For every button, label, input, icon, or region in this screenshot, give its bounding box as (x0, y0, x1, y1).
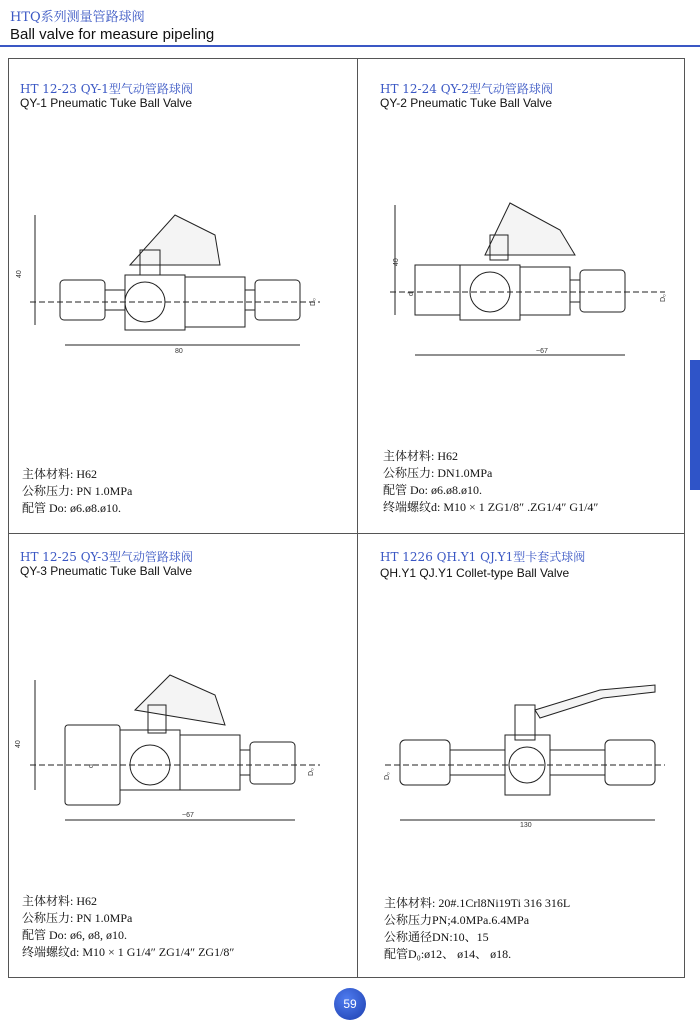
spec-line: 终端螺纹d: M10 × 1 ZG1/8″ .ZG1/4″ G1/4″ (383, 500, 599, 514)
qy3-valve-drawing (20, 670, 340, 830)
panel-3-title: HT 12-25 QY-3型气动管路球阀 (20, 550, 193, 564)
spec-line: 主体材料: 20#.1Crl8Ni19Ti 316 316L (384, 896, 571, 910)
qy2-length-dim: ~67 (536, 348, 548, 355)
spec-line: 公称压力: PN 1.0MPa (22, 484, 133, 498)
panel-2-title: HT 12-24 QY-2型气动管路球阀 (380, 82, 553, 96)
panel-4-title: HT 1226 QH.Y1 QJ.Y1型卡套式球阀 (380, 550, 586, 564)
side-tab (690, 360, 700, 490)
qy3-height-dim: 40 (15, 740, 22, 748)
header-rule (0, 45, 700, 47)
qy1-height-dim: 40 (16, 270, 23, 278)
spec-line: 配管 Do: ø6, ø8, ø10. (22, 928, 128, 942)
qy3-d-dim: d (88, 764, 95, 768)
spec-line: 配管D₀:ø12、 ø14、 ø18. (384, 947, 512, 961)
spec-line: 公称压力PN;4.0MPa.6.4MPa (384, 913, 530, 927)
horizontal-divider (8, 533, 685, 534)
spec-line: 公称压力: DN1.0MPa (383, 466, 493, 480)
qy2-d-dim: d (408, 292, 415, 296)
panel-4-subtitle: QH.Y1 QJ.Y1 Collet-type Ball Valve (380, 566, 570, 580)
qy2-height-dim: 40 (393, 258, 400, 266)
spec-line: 配管 Do: ø6.ø8.ø10. (22, 501, 122, 515)
spec-line: 公称通径DN:10、15 (384, 930, 489, 944)
panel-1-title: HT 12-23 QY-1型气动管路球阀 (20, 82, 193, 96)
vertical-divider (357, 58, 358, 978)
panel-3-subtitle: QY-3 Pneumatic Tuke Ball Valve (20, 564, 193, 578)
qh-y1-length-dim: 130 (520, 822, 532, 829)
panel-2-subtitle: QY-2 Pneumatic Tuke Ball Valve (380, 96, 553, 110)
spec-line: 终端螺纹d: M10 × 1 G1/4″ ZG1/4″ ZG1/8″ (22, 945, 235, 959)
qy1-d0-dim: D₀ (310, 298, 317, 306)
panel-1-subtitle: QY-1 Pneumatic Tuke Ball Valve (20, 96, 193, 110)
spec-line: 主体材料: H62 (22, 467, 98, 481)
spec-line: 配管 Do: ø6.ø8.ø10. (383, 483, 483, 497)
qy2-valve-drawing (380, 195, 680, 370)
panel-4-specs (384, 895, 570, 963)
page-number: 59 (334, 988, 366, 1020)
qy1-valve-drawing (20, 205, 340, 365)
panel-2-specs (383, 448, 598, 516)
spec-line: 主体材料: H62 (383, 449, 459, 463)
panel-3-specs (22, 893, 234, 961)
panel-1-specs (22, 466, 132, 517)
qy3-d0-dim: D₀ (308, 768, 315, 776)
qy2-d0-dim: D₀ (660, 294, 667, 302)
qh-y1-d0-dim: D₀ (384, 772, 391, 780)
qy3-length-dim: ~67 (182, 812, 194, 819)
page-header-subtitle: Ball valve for measure pipeling (10, 26, 215, 43)
spec-line: 公称压力: PN 1.0MPa (22, 911, 133, 925)
qy1-length-dim: 80 (175, 348, 183, 355)
spec-line: 主体材料: H62 (22, 894, 98, 908)
page-header-title: HTQ系列测量管路球阀 (10, 10, 145, 25)
